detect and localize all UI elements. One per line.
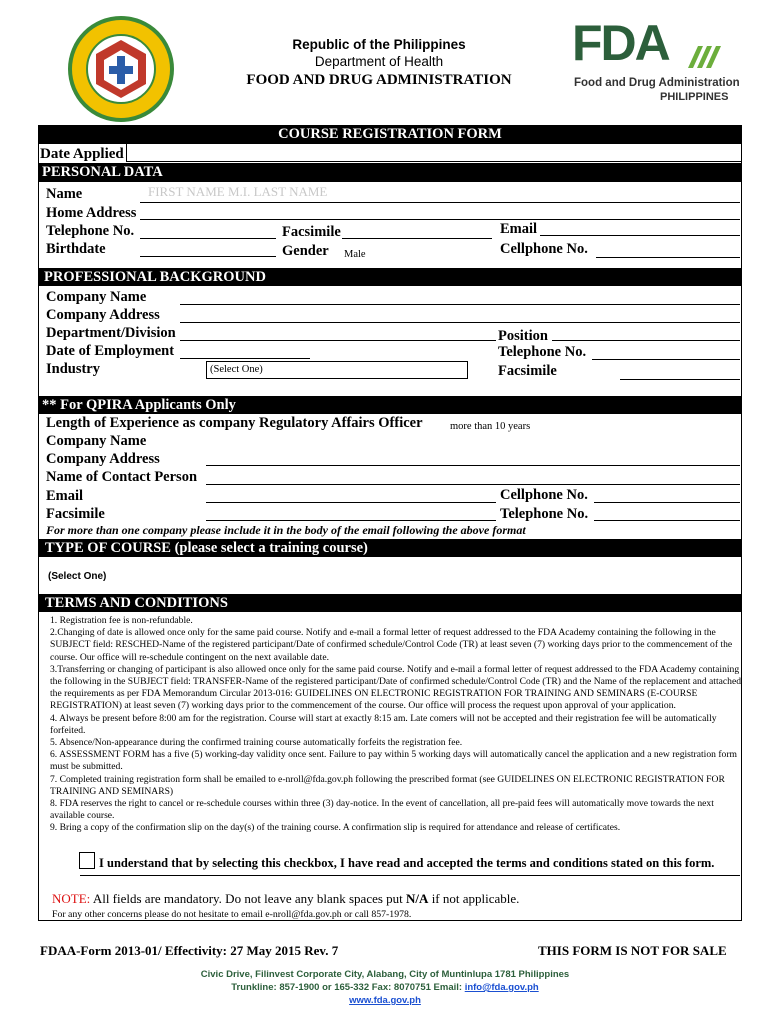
footer-address: Civic Drive, Filinvest Corporate City, Alabang, City of Muntinlupa 1781 Philippines (200, 969, 570, 980)
course-header: TYPE OF COURSE (please select a training course) (45, 540, 368, 556)
company-name-input[interactable] (180, 304, 740, 305)
facsimile-input[interactable] (342, 238, 492, 239)
fda-logo-sub2: PHILIPPINES (660, 91, 729, 103)
course-value: (Select One) (48, 571, 107, 582)
term-item: 6. ASSESSMENT FORM has a five (5) working-day validity once sent. Failure to pay within 5 working days will automatically cancel the application and a new registration form must be submitted. (50, 749, 737, 773)
birthdate-input[interactable] (140, 256, 276, 257)
header-republic: Republic of the Philippines (292, 37, 466, 52)
prof-facsimile-input[interactable] (620, 379, 740, 380)
date-applied-label: Date Applied (40, 146, 124, 162)
not-for-sale: THIS FORM IS NOT FOR SALE (538, 943, 727, 958)
cellphone-input[interactable] (596, 257, 740, 258)
form-title-bar (38, 125, 742, 144)
qpira-email-label: Email (46, 488, 84, 504)
footer-contact-text: Trunkline: 857-1900 or 165-332 Fax: 8070751 Email: (231, 982, 465, 993)
qpira-cellphone-input[interactable] (594, 502, 740, 503)
gender-label: Gender (282, 243, 329, 259)
term-item: 2.Changing of date is allowed once only for the same paid course. Notify and e-mail a formal letter of request addressed to the FDA Academy containing the following in the SUBJECT field: RESCHED-Name of the registered participant/Date of confirmed schedule/Control Code (TR) at least seven (7) working days prior to the commencement of the course. Our office will re-schedule contingent on the next available date. (50, 627, 733, 663)
birthdate-label: Birthdate (46, 241, 106, 257)
form-title: COURSE REGISTRATION FORM (278, 126, 502, 142)
qpira-note: For more than one company please include it in the body of the email following the above format (46, 523, 526, 537)
department-input[interactable] (180, 340, 496, 341)
length-experience-value: more than 10 years (450, 421, 531, 432)
agree-divider (80, 875, 740, 876)
telephone-input[interactable] (140, 238, 276, 239)
personal-data-header: PERSONAL DATA (42, 164, 163, 180)
contact-person-label: Name of Contact Person (46, 469, 198, 485)
term-item: 7. Completed training registration form shall be emailed to e-nroll@fda.gov.ph following the prescribed format (see GUIDELINES ON ELECTRONIC REGISTRATION FOR TRAINING AND SEMINARS) (50, 773, 725, 797)
note-text-a: All fields are mandatory. Do not leave any blank spaces put (90, 891, 407, 906)
note-na: N/A (406, 891, 429, 906)
note-text-b: if not applicable. (428, 891, 520, 906)
industry-value: (Select One) (210, 364, 263, 375)
company-address-input[interactable] (180, 322, 740, 323)
terms-bar (38, 594, 742, 612)
note-label: NOTE: (52, 891, 91, 906)
term-item: 5. Absence/Non-appearance during the confirmed training course automatically forfeits the registration fee. (50, 737, 463, 749)
email-label: Email (500, 221, 538, 237)
doh-seal (66, 14, 176, 124)
course-select[interactable] (48, 566, 348, 582)
term-item: 1. Registration fee is non-refundable. (50, 615, 193, 626)
terms-list (50, 615, 742, 835)
name-input[interactable] (140, 184, 740, 203)
home-address-input[interactable] (140, 219, 740, 220)
home-address-label: Home Address (46, 205, 137, 221)
gender-select[interactable] (344, 244, 434, 258)
fda-logo-sub1: Food and Drug Administration (574, 77, 740, 89)
company-name-label: Company Name (46, 289, 147, 305)
contact-person-input[interactable] (206, 484, 740, 485)
email-input[interactable] (540, 235, 740, 236)
agree-checkbox[interactable] (79, 852, 95, 869)
footer-contact (0, 981, 770, 994)
qpira-bar (38, 396, 742, 414)
personal-data-bar (38, 163, 742, 182)
terms-header: TERMS AND CONDITIONS (45, 595, 228, 611)
company-address-label: Company Address (46, 307, 160, 323)
qpira-facsimile-input[interactable] (206, 520, 496, 521)
telephone-label: Telephone No. (46, 223, 135, 239)
fda-logo (572, 15, 740, 104)
qpira-email-input[interactable] (206, 502, 496, 503)
qpira-company-name-label: Company Name (46, 433, 147, 449)
term-item: 4. Always be present before 8:00 am for the registration. Course will start at exactly 8:15 am. Late comers will not be accepted and their registration fee will be automatically forfeited. (50, 712, 717, 736)
qpira-company-address-input[interactable] (206, 465, 740, 466)
date-employment-input[interactable] (180, 358, 310, 359)
prof-facsimile-label: Facsimile (498, 363, 557, 379)
footer-email-link[interactable]: info@fda.gov.ph (464, 982, 539, 993)
mandatory-note (52, 891, 519, 907)
length-experience-select[interactable] (450, 416, 590, 430)
name-label: Name (46, 186, 83, 202)
header-fda-name: FOOD AND DRUG ADMINISTRATION (246, 72, 512, 88)
agree-text: I understand that by selecting this checkbox, I have read and accepted the terms and conditions stated on this form. (99, 856, 715, 870)
department-label: Department/Division (46, 325, 176, 341)
qpira-company-address-label: Company Address (46, 451, 160, 467)
term-item: 8. FDA reserves the right to cancel or re-schedule courses within three (3) day-notice. In the event of cancellation, all pre-paid fees will automatically move towards the next available course. (50, 798, 714, 822)
concerns-text: For any other concerns please do not hesitate to email e-nroll@fda.gov.ph or call 857-1978. (52, 909, 412, 920)
date-employment-label: Date of Employment (46, 343, 175, 359)
length-experience-label: Length of Experience as company Regulatory Affairs Officer (46, 415, 423, 431)
term-item: 9. Bring a copy of the confirmation slip on the day(s) of the training course. A confirmation slip is required for attendance and release of certificates. (50, 822, 621, 834)
qpira-header: ** For QPIRA Applicants Only (42, 397, 236, 413)
term-item: 3.Transferring or changing of participant is also allowed once only for the same paid course. Notify and e-mail a formal letter of request addressed to the FDA Academy containing the following in the SUBJECT field: TRANSFER-Name of the registered participant/Date of confirmed schedule/Control Code (TR) and the Name of the replacement and attached the requirements as per FDA Memorandum Circular 2013-016: GUIDELINES ON ELECTRONIC REGISTRATION FOR TRAINING AND SEMINARS (E-COURSE REGISTRATION) at least seven (7) working days prior to the commencement of the course. Our office will process the request upon approval of your application. (50, 663, 742, 712)
qpira-telephone-label: Telephone No. (500, 506, 589, 522)
facsimile-label: Facsimile (282, 224, 341, 240)
prof-telephone-input[interactable] (592, 359, 740, 360)
form-code: FDAA-Form 2013-01/ Effectivity: 27 May 2015 Rev. 7 (40, 943, 339, 958)
fda-logo-text: FDA (572, 15, 669, 71)
prof-telephone-label: Telephone No. (498, 344, 587, 360)
qpira-cellphone-label: Cellphone No. (500, 487, 588, 503)
industry-select[interactable] (206, 361, 468, 379)
position-label: Position (498, 328, 548, 344)
position-input[interactable] (552, 340, 740, 341)
professional-header: PROFESSIONAL BACKGROUND (44, 269, 266, 285)
cellphone-label: Cellphone No. (500, 241, 588, 257)
gender-value: Male (344, 249, 366, 260)
professional-bar (38, 268, 742, 286)
qpira-telephone-input[interactable] (594, 520, 740, 521)
course-bar (38, 539, 742, 557)
footer-website[interactable]: www.fda.gov.ph (349, 995, 421, 1006)
name-placeholder: FIRST NAME M.I. LAST NAME (148, 184, 328, 199)
industry-label: Industry (46, 361, 100, 377)
header-department: Department of Health (314, 54, 444, 69)
qpira-facsimile-label: Facsimile (46, 506, 105, 522)
date-applied-field[interactable] (126, 144, 742, 162)
